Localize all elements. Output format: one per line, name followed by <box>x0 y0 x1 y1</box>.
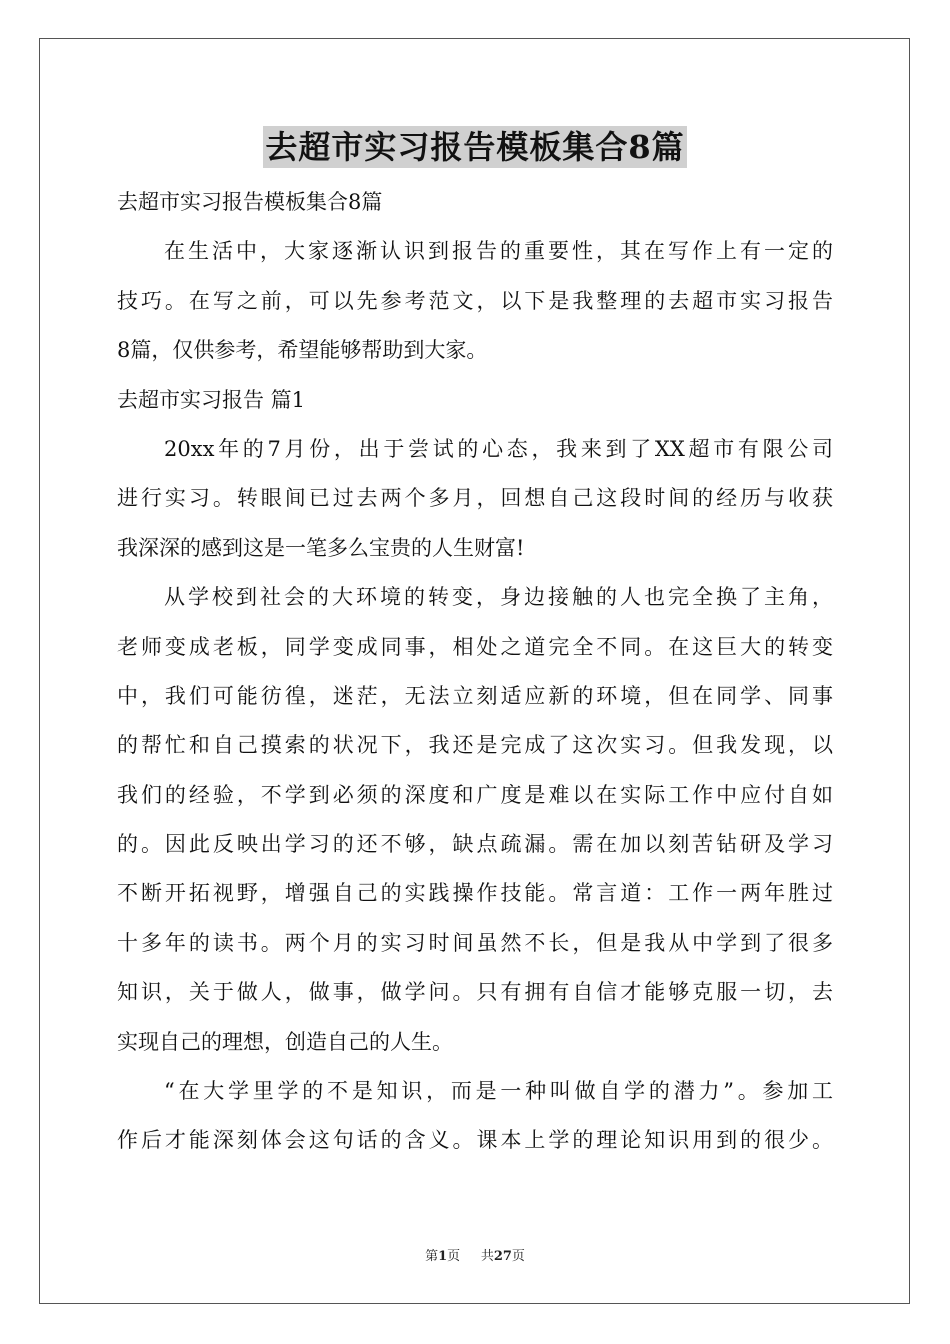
body-line: 的帮忙和自己摸索的状况下，我还是完成了这次实习。但我发现，以 <box>117 733 833 758</box>
body-line: 去超市实习报告 篇1 <box>117 387 306 412</box>
body-line: 知识，关于做人，做事，做学问。只有拥有自信才能够克服一切，去 <box>117 980 833 1005</box>
page-footer <box>0 1248 950 1266</box>
footer-page-number: 1 <box>438 1249 448 1264</box>
body-line: 实现自己的理想，创造自己的人生。 <box>117 1029 453 1054</box>
body-line: 中，我们可能彷徨，迷茫，无法立刻适应新的环境，但在同学、同事 <box>117 683 833 708</box>
footer-page-suffix: 页 <box>447 1249 461 1264</box>
body-line: 十多年的读书。两个月的实习时间虽然不长，但是我从中学到了很多 <box>117 930 833 955</box>
body-line: 老师变成老板，同学变成同事，相处之道完全不同。在这巨大的转变 <box>117 634 833 659</box>
document-body <box>117 178 833 1166</box>
body-line: 进行实习。转眼间已过去两个多月，回想自己这段时间的经历与收获 <box>117 486 833 511</box>
title-block <box>0 126 950 168</box>
body-line: 去超市实习报告模板集合8篇 <box>117 190 383 214</box>
footer-total-suffix: 页 <box>511 1249 525 1264</box>
body-line: 我们的经验，不学到必须的深度和广度是难以在实际工作中应付自如 <box>117 782 833 807</box>
body-line: 我深深的感到这是一笔多么宝贵的人生财富! <box>117 535 525 560</box>
body-line: “在大学里学的不是知识，而是一种叫做自学的潜力”。参加工 <box>164 1079 833 1104</box>
body-line: 从学校到社会的大环境的转变，身边接触的人也完全换了主角， <box>164 585 833 610</box>
body-line: 8篇，仅供参考，希望能够帮助到大家。 <box>117 338 488 363</box>
body-line: 技巧。在写之前，可以先参考范文，以下是我整理的去超市实习报告 <box>117 288 833 313</box>
body-line: 在生活中，大家逐渐认识到报告的重要性，其在写作上有一定的 <box>164 239 833 264</box>
footer-total-pages: 27 <box>493 1249 512 1264</box>
body-line: 作后才能深刻体会这句话的含义。课本上学的理论知识用到的很少。 <box>117 1128 833 1153</box>
footer-total-prefix: 共 <box>480 1249 494 1264</box>
document-title: 去超市实习报告模板集合8篇 <box>265 128 685 166</box>
body-line: 的。因此反映出学习的还不够，缺点疏漏。需在加以刻苦钻研及学习 <box>117 832 833 857</box>
body-line: 不断开拓视野，增强自己的实践操作技能。常言道：工作一两年胜过 <box>117 881 833 906</box>
body-line: 20xx年的7月份，出于尝试的心态，我来到了XX超市有限公司 <box>164 436 833 461</box>
footer-page-prefix: 第 <box>425 1249 439 1264</box>
